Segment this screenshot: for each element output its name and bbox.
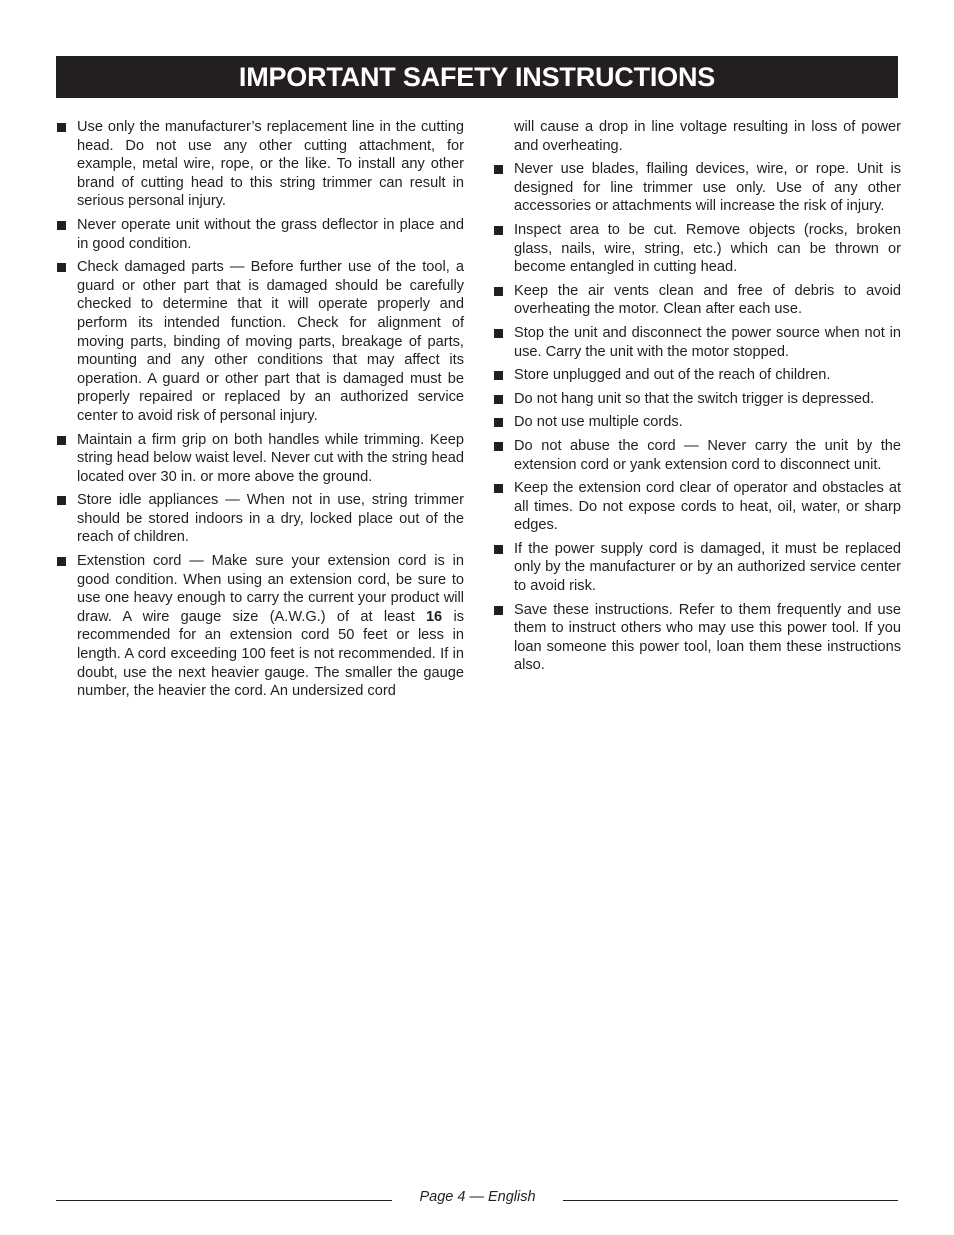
square-bullet-icon: [494, 371, 503, 380]
square-bullet-icon: [494, 165, 503, 174]
list-item: Check damaged parts — Before further use of the tool, a guard or other part that is damaged should be carefully checked to determine that it will operate properly and perform its intended function. Check for alignment of moving parts, binding of moving parts, breakage of parts, mounting and any other conditions that may affect its operation. A guard or other part that is damaged must be properly repaired or replaced by an authorized service center to avoid risk of personal injury.: [56, 258, 464, 425]
list-item: Stop the unit and disconnect the power source when not in use. Carry the unit with the motor stopped.: [493, 324, 901, 361]
left-column: [56, 118, 464, 706]
square-bullet-icon: [57, 557, 66, 566]
gauge-value: 16: [425, 608, 443, 625]
list-item: Inspect area to be cut. Remove objects (rocks, broken glass, nails, wire, string, etc.) which can be thrown or become entangled in cutting head.: [493, 221, 901, 277]
square-bullet-icon: [494, 606, 503, 615]
list-item: Maintain a firm grip on both handles while trimming. Keep string head below waist level. Never cut with the string head located over 30 in. or more above the ground.: [56, 431, 464, 487]
footer-rule-right: [563, 1200, 898, 1201]
right-instruction-list: [493, 118, 901, 675]
square-bullet-icon: [494, 287, 503, 296]
list-item-extension-cord: Extenstion cord — Make sure your extension cord is in good condition. When using an extension cord, be sure to use one heavy enough to carry the current your product will draw. A wire gauge size (A.W.G.) of at least 16 is recommended for an extension cord 50 feet or less in length. A cord exceeding 100 feet is not recommended. If in doubt, use the next heavier gauge. The smaller the gauge number, the heavier the cord. An undersized cord: [56, 552, 464, 701]
list-item-continuation: will cause a drop in line voltage resulting in loss of power and overheating.: [514, 119, 901, 154]
list-item: Store unplugged and out of the reach of children.: [493, 366, 901, 385]
right-column: [493, 118, 901, 680]
list-item: Use only the manufacturer’s replacement line in the cutting head. Do not use any other cutting attachment, for example, metal wire, rope, or the like. To install any other brand of cutting head to this string trimmer can result in serious personal injury.: [56, 118, 464, 211]
square-bullet-icon: [494, 442, 503, 451]
square-bullet-icon: [57, 123, 66, 132]
list-item: Do not hang unit so that the switch trigger is depressed.: [493, 390, 901, 409]
page-number: Page 4 — English: [419, 1189, 536, 1205]
page-footer: [56, 1188, 898, 1208]
page-title: IMPORTANT SAFETY INSTRUCTIONS: [238, 61, 716, 92]
list-item: Keep the extension cord clear of operator and obstacles at all times. Do not expose cords to heat, oil, water, or sharp edges.: [493, 479, 901, 535]
square-bullet-icon: [57, 496, 66, 505]
list-item: If the power supply cord is damaged, it must be replaced only by the manufacturer or by an authorized service center to avoid risk.: [493, 540, 901, 596]
square-bullet-icon: [57, 221, 66, 230]
list-item: Save these instructions. Refer to them frequently and use them to instruct others who may use this power tool. If you loan someone this power tool, loan them these instructions also.: [493, 601, 901, 675]
list-item: Never operate unit without the grass deflector in place and in good condition.: [56, 216, 464, 253]
list-item: Never use blades, flailing devices, wire, or rope. Unit is designed for line trimmer use only. Use of any other accessories or attachments will increase the risk of injury.: [493, 160, 901, 216]
square-bullet-icon: [57, 263, 66, 272]
square-bullet-icon: [494, 329, 503, 338]
footer-rule-left: [56, 1200, 392, 1201]
square-bullet-icon: [494, 395, 503, 404]
square-bullet-icon: [57, 436, 66, 445]
list-item: Store idle appliances — When not in use, string trimmer should be stored indoors in a dry, locked place out of the reach of children.: [56, 491, 464, 547]
square-bullet-icon: [494, 418, 503, 427]
square-bullet-icon: [494, 484, 503, 493]
header-bar: [56, 56, 898, 98]
list-item: Do not use multiple cords.: [493, 413, 901, 432]
square-bullet-icon: [494, 545, 503, 554]
list-item: Keep the air vents clean and free of debris to avoid overheating the motor. Clean after each use.: [493, 282, 901, 319]
list-item: Do not abuse the cord — Never carry the unit by the extension cord or yank extension cord to disconnect unit.: [493, 437, 901, 474]
left-instruction-list: [56, 118, 464, 701]
square-bullet-icon: [494, 226, 503, 235]
